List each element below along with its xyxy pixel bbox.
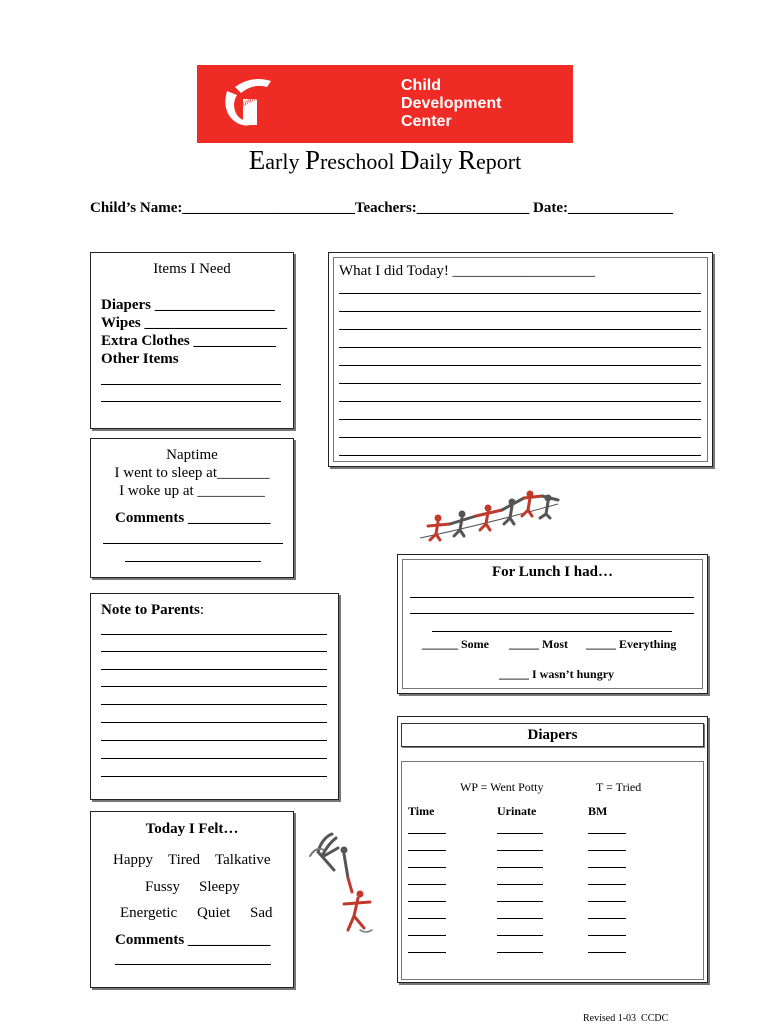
diapers-col-time: Time [408, 804, 435, 818]
diaper-urinate-blank[interactable] [497, 935, 543, 936]
other-items-line-2[interactable] [101, 401, 281, 402]
diaper-time-blank[interactable] [408, 935, 446, 936]
diapers-legend-t: T = Tried [596, 780, 642, 794]
diaper-urinate-blank[interactable] [497, 952, 543, 953]
wipes-needed-field[interactable]: Wipes ___________________ [101, 315, 287, 331]
feeling-happy[interactable]: Happy [113, 852, 153, 868]
felt-comments-field[interactable]: Comments ___________ [115, 932, 271, 948]
diapers-heading: Diapers [527, 727, 578, 743]
title-rest-early: arly [265, 149, 305, 174]
naptime-comments-line-2[interactable] [125, 561, 261, 562]
title-cap-e: E [248, 145, 266, 175]
note-line-2[interactable] [101, 651, 327, 652]
page-title [0, 145, 770, 176]
other-items-line-1[interactable] [101, 384, 281, 385]
note-to-parents-label [101, 602, 204, 619]
diaper-time-blank[interactable] [408, 918, 446, 919]
lunch-line-1[interactable] [410, 597, 694, 598]
what-i-did-line-10[interactable] [339, 455, 701, 456]
diaper-time-blank[interactable] [408, 952, 446, 953]
diaper-time-blank[interactable] [408, 884, 446, 885]
note-label-colon: : [199, 602, 205, 618]
feeling-tired[interactable]: Tired [168, 852, 200, 868]
feeling-quiet[interactable]: Quiet [197, 905, 231, 921]
naptime-comments-field[interactable]: Comments ___________ [115, 510, 271, 526]
diaper-urinate-blank[interactable] [497, 833, 543, 834]
title-cap-d: D [400, 145, 420, 175]
what-i-did-line-2[interactable] [339, 311, 701, 312]
diapers-log-frame [401, 761, 704, 980]
lunch-box [397, 554, 708, 694]
items-heading: Items I Need [153, 261, 231, 277]
diaper-bm-blank[interactable] [588, 850, 626, 851]
what-i-did-box [328, 252, 713, 467]
naptime-box [90, 438, 294, 578]
lunch-line-3[interactable] [432, 631, 672, 632]
diapers-col-urinate: Urinate [497, 804, 537, 818]
diaper-time-blank[interactable] [408, 901, 446, 902]
what-i-did-line-4[interactable] [339, 347, 701, 348]
logo-text [401, 77, 501, 131]
diapers-needed-field[interactable]: Diapers ________________ [101, 297, 275, 313]
wake-time-field[interactable]: I woke up at _________ [119, 483, 265, 499]
note-line-7[interactable] [101, 740, 327, 741]
note-line-3[interactable] [101, 669, 327, 670]
what-i-did-line-6[interactable] [339, 383, 701, 384]
title-rest-report: eport [476, 149, 522, 174]
diapers-col-bm: BM [588, 804, 608, 818]
lunch-heading: For Lunch I had… [491, 564, 613, 580]
logo-line-1: Child [401, 77, 441, 94]
note-label-text: Note to Parents [101, 602, 200, 618]
title-rest-daily: aily [419, 149, 459, 174]
other-items-label: Other Items [101, 351, 179, 367]
child-info-line[interactable]: Child’s Name:_______________________Teachers:_______________ Date:______________ [90, 200, 674, 216]
diaper-time-blank[interactable] [408, 850, 446, 851]
children-holding-hands-icon [418, 486, 562, 546]
what-i-did-line-9[interactable] [339, 437, 701, 438]
note-line-8[interactable] [101, 758, 327, 759]
diaper-bm-blank[interactable] [588, 918, 626, 919]
what-i-did-line-3[interactable] [339, 329, 701, 330]
felt-heading: Today I Felt… [145, 821, 239, 837]
what-i-did-line-7[interactable] [339, 401, 701, 402]
feeling-fussy[interactable]: Fussy [145, 879, 181, 895]
revision-note: Revised 1-03 CCDC [583, 1013, 669, 1024]
diaper-urinate-blank[interactable] [497, 884, 543, 885]
note-line-9[interactable] [101, 776, 327, 777]
cdc-logo [197, 65, 573, 143]
logo-line-2: Development [401, 95, 502, 112]
lunch-most-option[interactable]: _____ Most [509, 637, 568, 651]
cummins-logo-icon [215, 73, 285, 137]
feeling-sleepy[interactable]: Sleepy [199, 879, 240, 895]
diaper-urinate-blank[interactable] [497, 918, 543, 919]
diaper-bm-blank[interactable] [588, 952, 626, 953]
lunch-everything-option[interactable]: _____ Everything [586, 637, 677, 651]
diaper-urinate-blank[interactable] [497, 850, 543, 851]
diaper-urinate-blank[interactable] [497, 901, 543, 902]
naptime-comments-line-1[interactable] [103, 543, 283, 544]
what-i-did-inner-frame [333, 257, 708, 462]
title-rest-preschool: reschool [319, 149, 401, 174]
diaper-bm-blank[interactable] [588, 884, 626, 885]
lunch-some-option[interactable]: ______ Some [422, 637, 489, 651]
diaper-time-blank[interactable] [408, 833, 446, 834]
feeling-sad[interactable]: Sad [250, 905, 273, 921]
feeling-energetic[interactable]: Energetic [120, 905, 178, 921]
lunch-line-2[interactable] [410, 613, 694, 614]
what-i-did-line-8[interactable] [339, 419, 701, 420]
diaper-bm-blank[interactable] [588, 901, 626, 902]
note-line-4[interactable] [101, 686, 327, 687]
jumping-child-icon [308, 830, 382, 940]
what-i-did-line-5[interactable] [339, 365, 701, 366]
naptime-heading: Naptime [166, 447, 218, 463]
today-i-felt-box [90, 811, 294, 988]
felt-comments-line[interactable] [115, 964, 271, 965]
cummins-script: Cummins [235, 89, 267, 111]
diaper-time-blank[interactable] [408, 867, 446, 868]
note-line-6[interactable] [101, 722, 327, 723]
diaper-bm-blank[interactable] [588, 867, 626, 868]
diapers-legend-wp: WP = Went Potty [460, 780, 544, 794]
diaper-urinate-blank[interactable] [497, 867, 543, 868]
what-i-did-heading[interactable]: What I did Today! ___________________ [339, 263, 596, 279]
sleep-time-field[interactable]: I went to sleep at_______ [114, 465, 270, 481]
diaper-bm-blank[interactable] [588, 935, 626, 936]
note-line-1[interactable] [101, 634, 327, 635]
diapers-heading-bar [401, 723, 704, 747]
items-i-need-box [90, 252, 294, 429]
note-to-parents-box [90, 593, 339, 800]
lunch-not-hungry-option[interactable]: _____ I wasn’t hungry [499, 667, 615, 681]
what-i-did-line-1[interactable] [339, 293, 701, 294]
feeling-talkative[interactable]: Talkative [215, 852, 271, 868]
diaper-bm-blank[interactable] [588, 833, 626, 834]
title-cap-r: R [458, 145, 477, 175]
logo-line-3: Center [401, 113, 452, 130]
note-line-5[interactable] [101, 704, 327, 705]
extra-clothes-field[interactable]: Extra Clothes ___________ [101, 333, 276, 349]
diapers-box [397, 716, 708, 983]
title-cap-p: P [304, 145, 320, 175]
